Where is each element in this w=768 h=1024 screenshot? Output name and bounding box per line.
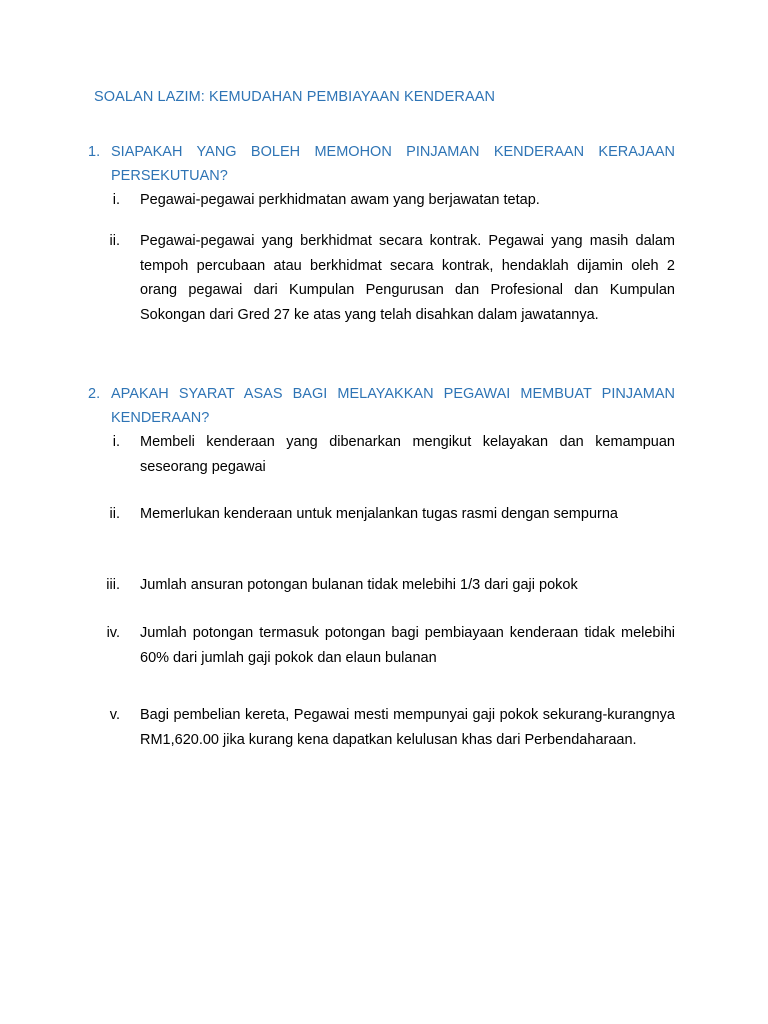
q2-item-4-text: Jumlah potongan termasuk potongan bagi pembiayaan kenderaan tidak melebihi 60% dari jumlah gaji pokok dan elaun bulanan: [140, 625, 675, 666]
document-title: SOALAN LAZIM: KEMUDAHAN PEMBIAYAAN KENDERAAN: [94, 89, 496, 105]
q2-item-2-text: Memerlukan kenderaan untuk menjalankan tugas rasmi dengan sempurna: [140, 506, 618, 522]
q1-item-1-numeral: i.: [112, 192, 120, 208]
q2-item-1-text: Membeli kenderaan yang dibenarkan mengikut kelayakan dan kemampuan seseorang pegawai: [140, 434, 675, 475]
q1-item-2-numeral: ii.: [109, 233, 120, 249]
q2-item-1-numeral: i.: [112, 434, 120, 450]
question-1-number: 1.: [88, 144, 101, 160]
q1-item-1-text: Pegawai-pegawai perkhidmatan awam yang berjawatan tetap.: [140, 192, 540, 208]
q2-item-2-numeral: ii.: [109, 506, 120, 522]
q1-item-2-text: Pegawai-pegawai yang berkhidmat secara kontrak. Pegawai yang masih dalam tempoh percubaan atau berkhidmat secara kontrak, hendaklah dijamin oleh 2 orang pegawai dari Kumpulan Pengurusan dan Profesional dan Kumpulan Sokongan dari Gred 27 ke atas yang telah disahkan dalam jawatannya.: [140, 233, 675, 323]
q2-item-3-text: Jumlah ansuran potongan bulanan tidak melebihi 1/3 dari gaji pokok: [140, 577, 578, 593]
q2-item-4-numeral: iv.: [106, 625, 120, 641]
question-2-text: APAKAH SYARAT ASAS BAGI MELAYAKKAN PEGAWAI MEMBUAT PINJAMAN KENDERAAN?: [111, 386, 675, 426]
question-1-text: SIAPAKAH YANG BOLEH MEMOHON PINJAMAN KENDERAAN KERAJAAN PERSEKUTUAN?: [111, 144, 675, 184]
q2-item-5-text: Bagi pembelian kereta, Pegawai mesti mempunyai gaji pokok sekurang-kurangnya RM1,620.00 jika kurang kena dapatkan kelulusan khas dari Perbendaharaan.: [140, 707, 675, 748]
question-2-number: 2.: [88, 386, 101, 402]
q2-item-3-numeral: iii.: [106, 577, 120, 593]
q2-item-5-numeral: v.: [109, 707, 120, 723]
